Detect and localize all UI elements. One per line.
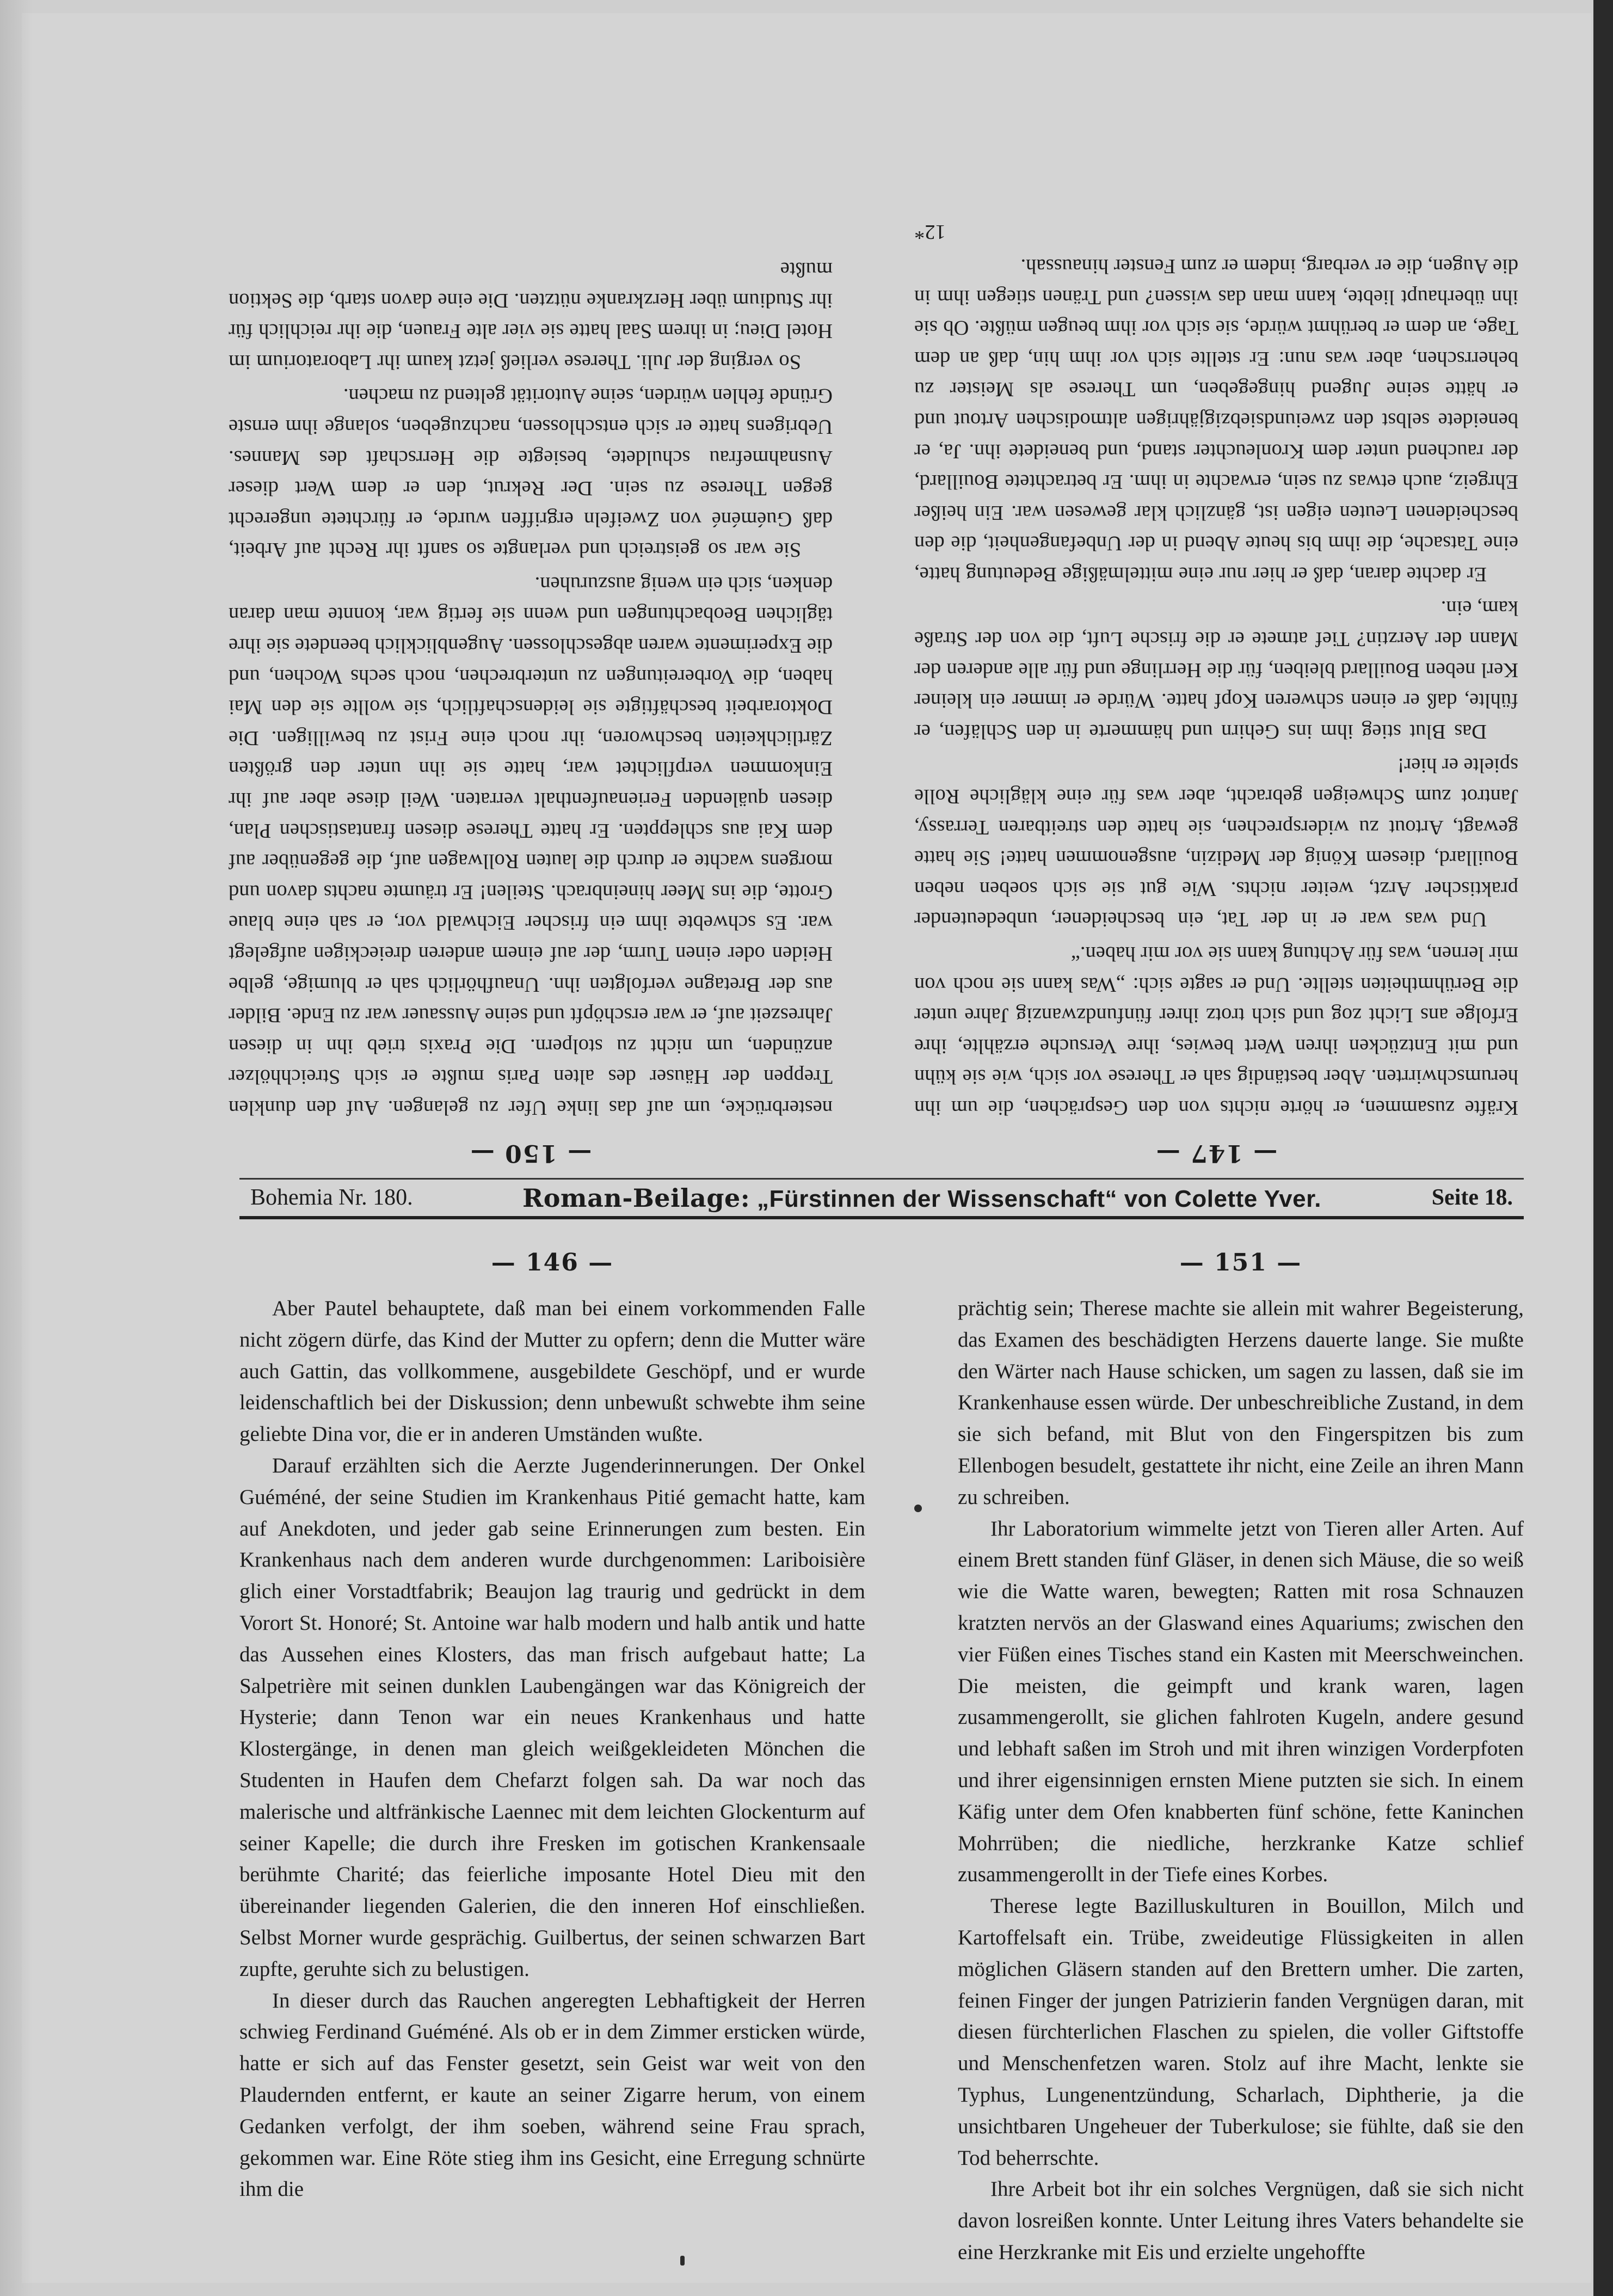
novel-title: „Fürstinnen der Wissenschaft“ von Colette Yver. — [756, 1186, 1321, 1212]
paragraph: Er dachte daran, daß er hier nur eine mittelmäßige Bedeutung hatte, eine Tatsache, die ihm bis heute Abend in der Unbefangenheit, die den bescheidenen Leuten eigen ist, gänzlich klar gewesen war. Ein heißer Ehrgeiz, auch etwas zu sein, erwachte in ihm. Er betrachtete Bouillard, der rauchend unter dem Kronleuchter stand, und beneidete ihn. Ja, er beneidete selbst den zweiundsiebzigjährigen altmodischen Artout und er hätte seine Jugend hingegeben, um Therese als Meister zu beherrschen, aber was nun: Er stellte sich vor ihm hin, daß an dem Tage, an dem er berühmt würde, sie sich vor ihm beugen müßte. Ob sie ihn überhaupt liebte, kann man das wissen? und Tränen stiegen ihm in die Augen, die er verbarg, indem er zum Fenster hinaussah. — [914, 254, 1518, 586]
paragraph: Aber Pautel behauptete, daß man bei einem vorkommenden Falle nicht zögern dürfe, das Kind der Mutter zu opfern; denn die Mutter wäre auch Gattin, das vollkommene, ausgebildete Geschöpf, und er wurde leidenschaftlich bei der Diskussion; denn unbewußt schwebte ihm seine geliebte Dina vor, die er in anderen Umständen wußte. — [239, 1297, 865, 1446]
paragraph: In dieser durch das Rauchen angeregten Lebhaftigkeit der Herren schwieg Ferdinand Guéméné. Als ob er in dem Zimmer ersticken würde, hatte er sich auf das Fenster gesetzt, sein Geist war weit von den Plaudernden entfernt, er kaute an seiner Zigarre herum, von einem Gedanken verfolgt, der ihm soeben, während seine Frau sprach, gekommen war. Eine Röte stieg ihm ins Gesicht, eine Erregung schnürte ihm die — [239, 1988, 865, 2201]
paragraph: Sie war so geistreich und verlangte so sanft ihr Recht auf Arbeit, daß Guéméné von Zweifeln ergriffen wurde, er fürchtete ungerecht gegen Therese zu sein. Der Rekrut, den er dem Wert dieser Ausnahmefrau schuldete, besiegte die Herrschaft des Mannes. Uebrigens hatte er sich entschlossen, nachzugeben, solange ihm ernste Gründe fehlen würden, seine Autorität geltend zu machen. — [229, 384, 833, 562]
supplement-title — [522, 1183, 1321, 1213]
page-number: — 147 — — [1155, 1139, 1278, 1167]
paragraph: prächtig sein; Therese machte sie allein mit wahrer Begeisterung, das Examen des beschädigten Herzens dauerte lange. Sie mußte den Wärter nach Hause schicken, um sagen zu lassen, daß sie im Krankenhause essen würde. Der unbeschreibliche Zustand, in dem sie sich befand, mit Blut von den Fingerspitzen bis zum Ellenbogen besudelt, gestattete ihr nicht, eine Zeile an ihren Mann zu schreiben. — [958, 1297, 1524, 1509]
ink-speck — [680, 2256, 685, 2266]
scan-shadow — [0, 0, 33, 2296]
page-150-column — [229, 250, 833, 1167]
newspaper-page — [22, 13, 1591, 2283]
lower-half — [239, 1249, 1524, 2272]
header-rule — [239, 1178, 1524, 1180]
issue-label: Bohemia Nr. 180. — [250, 1185, 413, 1210]
paragraph: So verging der Juli. Therese verließ jetzt kaum ihr Laboratorium im Hotel Dieu; in ihrem Saal hatte sie vier alte Frauen, die ihr reichlich für ihr Studium über Herzkranke nützten. Die eine davon starb, die Sektion mußte — [229, 257, 833, 373]
page-number: — 151 — — [1179, 1249, 1302, 1276]
supplement-label: Roman-Beilage: — [522, 1183, 750, 1213]
page-146-column — [239, 1249, 865, 2205]
ink-speck — [914, 1505, 922, 1512]
paragraph: Ihre Arbeit bot ihr ein solches Vergnügen, daß sie sich nicht davon losreißen konnte. Unter Leitung ihres Vaters behandelte sie eine Herzkranke mit Eis und erzielte ungehoffte — [958, 2177, 1524, 2264]
header-rule-thick — [239, 1216, 1524, 1219]
page-151-column — [958, 1249, 1524, 2268]
page-label: Seite 18. — [1431, 1185, 1513, 1210]
page-number: — 146 — — [491, 1249, 614, 1276]
paragraph: Kräfte zusammen, er hörte nichts von den Gesprächen, die um ihn herumschwirrten. Aber beständig sah er Therese vor sich, wie sie kühn und mit Entzücken ihren Wert bewies, ihre Versuche erzählte, ihre Erfolge ans Licht zog und sich trotz ihrer fünfundzwanzig Jahre unter die Berühmtheiten stellte. Und er sagte sich: „Was kann sie noch von mir lernen, was für Achtung kann sie vor mir haben.“ — [914, 942, 1518, 1119]
paragraph: Das Blut stieg ihm ins Gehirn und hämmerte in den Schläfen, er fühlte, daß er einen schweren Kopf hatte. Würde er immer ein kleiner Kerl neben Bouillard bleiben, für die Herrlinge und für alle anderen der Mann der Aerztin? Tief atmete er die frische Luft, die von der Straße kam, ein. — [914, 597, 1518, 743]
signature-mark: 12* — [914, 220, 946, 244]
paragraph: nesterbrücke, um auf das linke Ufer zu gelangen. Auf den dunklen Treppen der Häuser des alten Paris mußte er sich Streichhölzer anzünden, um nicht zu stolpern. Die Praxis trieb ihn in diesen Jahreszeit auf, er war erschöpft und seine Aussauer war zu Ende. Bilder aus der Bretagne verfolgten ihn. Unaufhörlich sah er blumige, gelbe Heiden oder einen Turm, der auf einem anderen dreieckigen aufgelegt war. Es schwebte ihm ein frischer Eichwald vor, er sah eine blaue Grotte, die ins Meer hineinbrach. Steilen! Er träumte nachts davon und morgens wachte er durch die lauten Rollwagen auf, die gegenüber auf dem Kai aus schleppten. Er hatte Therese diesen frantastischen Plan, diesen quälenden Ferienaufenthalt verraten. Weil diese aber auf ihr Einkommen verpflichtet war, hatte sie ihn unter den größten Zärtlichkeiten beschworen, ihr noch eine Frist zu bewilligen. Die Doktorarbeit beschäftigte sie leidenschaftlich, sie wollte sie den Mai haben, die Vorbereitungen zu unterbrechen, noch sechs Wochen, und die Experimente waren abgeschlossen. Augenblicklich beendete sie ihre täglichen Beobachtungen und wenn sie fertig war, konnte man daran denken, sich ein wenig auszuruhen. — [229, 572, 833, 1119]
paragraph: Und was war er in der Tat, ein bescheidener, unbedeutender praktischer Arzt, weiter nichts. Wie gut sie sich soeben neben Bouillard, diesem König der Medizin, ausgenommen hatte! Sie hatte gewagt, Artout zu widersprechen, sie hatte den streitbaren Terrassy, Jantrot zum Schweigen gebracht, aber was für eine klägliche Rolle spielte er hier! — [914, 754, 1518, 931]
page-header — [239, 1178, 1524, 1221]
paragraph: Darauf erzählten sich die Aerzte Jugenderinnerungen. Der Onkel Guéméné, der seine Studien im Krankenhaus Pitié gemacht hatte, kam auf Anekdoten, und jeder gab seine Erinnerungen zum besten. Ein Krankenhaus nach dem anderen wurde durchgenommen: Lariboisière glich einer Vorstadtfabrik; Beaujon lag traurig und gedrückt in dem Vorort St. Honoré; St. Antoine war halb modern und halb antik und hatte das Aussehen eines Klosters, das man frisch aufgebaut hatte; La Salpetrière mit seinen dunklen Laubengängen war das Königreich der Hysterie; dann Tenon war ein neues Krankenhaus und hatte Klostergänge, in denen man gleich weißgekleideten Mönchen die Studenten in Haufen dem Chefarzt folgen sah. Da war noch das malerische und altfränkische Laennec mit dem leichten Glockenturm auf seiner Kapelle; die durch ihre Fresken im gotischen Krankensaale berühmte Charité; das feierliche imposante Hotel Dieu mit den übereinander liegenden Galerien, die den inneren Hof einschließen. Selbst Morner wurde gesprächig. Guilbertus, der seinen schwarzen Bart zupfte, geruhte sich zu belustigen. — [239, 1453, 865, 1981]
upper-half-inverted — [229, 171, 1518, 1167]
page-147-column — [914, 213, 1518, 1167]
paragraph: Ihr Laboratorium wimmelte jetzt von Tieren aller Arten. Auf einem Brett standen fünf Gläser, in denen sich Mäuse, die so weiß wie die Watte waren, bewegten; Ratten mit rosa Schnauzen kratzten nervös an der Glaswand eines Aquariums; zwischen den vier Füßen eines Tisches stand ein Kasten mit Meerschweinchen. Die meisten, die geimpft und krank waren, lagen zusammengerollt, sie glichen fahlroten Kugeln, andere gesund und lebhaft saßen im Stroh und mit ihren winzigen Vorderpfoten und ihrer eigensinnigen ernsten Miene putzten sie sich. In einem Käfig unter dem Ofen knabberten fünf schöne, fette Kaninchen Mohrrüben; die niedliche, herzkranke Katze schlief zusammengerollt in der Tiefe eines Korbes. — [958, 1517, 1524, 1887]
paragraph: Therese legte Bazilluskulturen in Bouillon, Milch und Kartoffelsaft ein. Trübe, zweideutige Flüssigkeiten in allen möglichen Gläsern standen auf den Brettern umher. Die zarten, feinen Finger der jungen Patrizierin fanden Vergnügen daran, mit diesen fürchterlichen Flaschen zu spielen, die voller Giftstoffe und Menschenfetzen waren. Stolz auf ihre Macht, lenkte sie Typhus, Lungenentzündung, Scharlach, Diphtherie, ja die unsichtbaren Ungeheuer der Tuberkulose; sie fühlte, daß sie den Tod beherrschte. — [958, 1894, 1524, 2170]
scan-edge — [1593, 0, 1613, 2296]
page-number: — 150 — — [469, 1139, 592, 1167]
